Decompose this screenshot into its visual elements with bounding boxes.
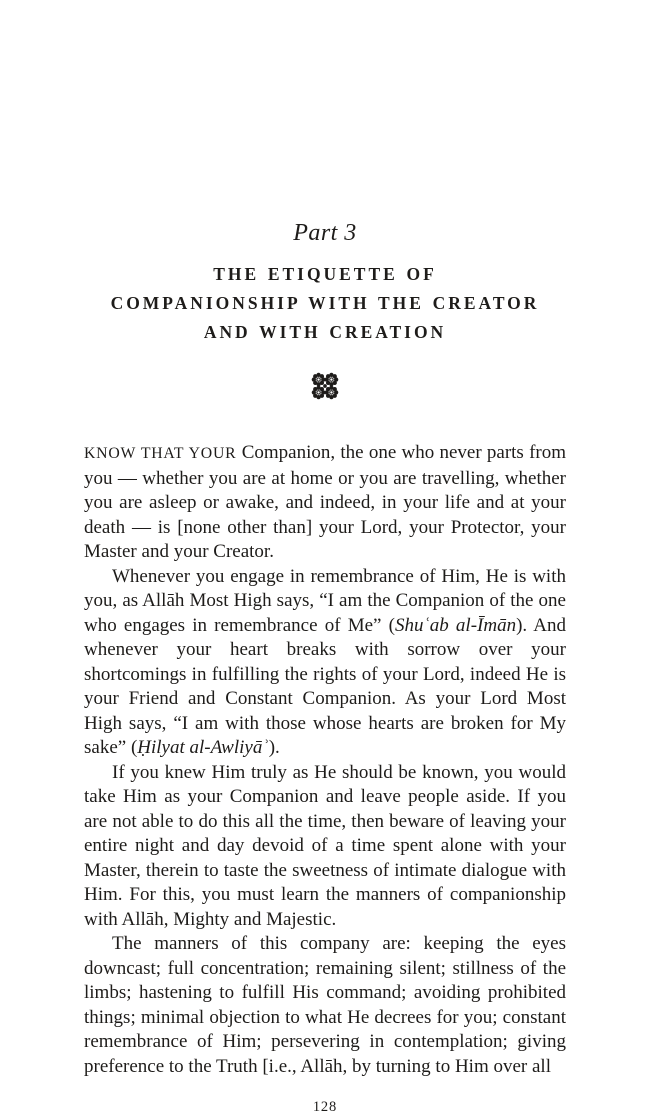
rosette-ornament-icon (310, 371, 340, 401)
body-text (84, 441, 566, 1079)
paragraph-2-text-b: ). And whenever your heart breaks with sorrow over your shortcomings in fulfilling the rights of your Lord, indeed He is your Friend and Constant Companion. As your Lord Most High says, “I am with those whose hearts are broken for My sake” ( (84, 614, 566, 758)
paragraph-3: If you knew Him truly as He should be known, you would take Him as your Companion and leave people aside. If you are not able to do this all the time, then beware of leaving your entire night and day devoid of a time spent alone with your Master, therein to taste the sweetness of intimate dialogue with Him. For this, you must learn the manners of companionship with Allāh, Mighty and Majestic. (84, 761, 566, 930)
paragraph-1 (84, 441, 566, 565)
part-label: Part 3 (293, 220, 357, 246)
chapter-title-line-3: AND WITH CREATION (203, 322, 447, 342)
chapter-title-line-1: THE ETIQUETTE OF (213, 264, 437, 284)
paragraph-4: The manners of this company are: keeping the eyes downcast; full concentration; remaining silent; stillness of the limbs; hastening to fulfill His command; avoiding prohibited things; minimal objection to what He decrees for you; constant remembrance of Him; persevering in contemplation; giving preference to the Truth [i.e., Allāh, by turning to Him over all (84, 933, 566, 1077)
arabic-source-title-1: Shuʿab al-Īmān (394, 614, 517, 636)
paragraph-1-text: Companion, the one who never parts from you — whether you are at home or you are travelling, whether you are asleep or awake, and indeed, in your life and at your death — is [none other than] your Lord, your Protector, your Master and your Creator. (84, 442, 566, 562)
chapter-title (0, 260, 650, 347)
paragraph-2 (84, 565, 566, 761)
paragraph-2-text-c: ). (268, 737, 280, 758)
paragraph-1-smallcaps-lead: KNOW THAT YOUR (84, 445, 237, 462)
section-ornament (0, 371, 650, 401)
page-number: 128 (312, 1099, 338, 1115)
chapter-title-line-2: COMPANIONSHIP WITH THE CREATOR (110, 293, 540, 313)
paragraph-2-text-a: Whenever you engage in remembrance of Him, He is with you, as Allāh Most High says, “I am the Companion of the one who engages in remembrance of Me” ( (84, 565, 566, 636)
arabic-source-title-2: Ḥilyat al-Awliyāʾ (137, 737, 269, 758)
